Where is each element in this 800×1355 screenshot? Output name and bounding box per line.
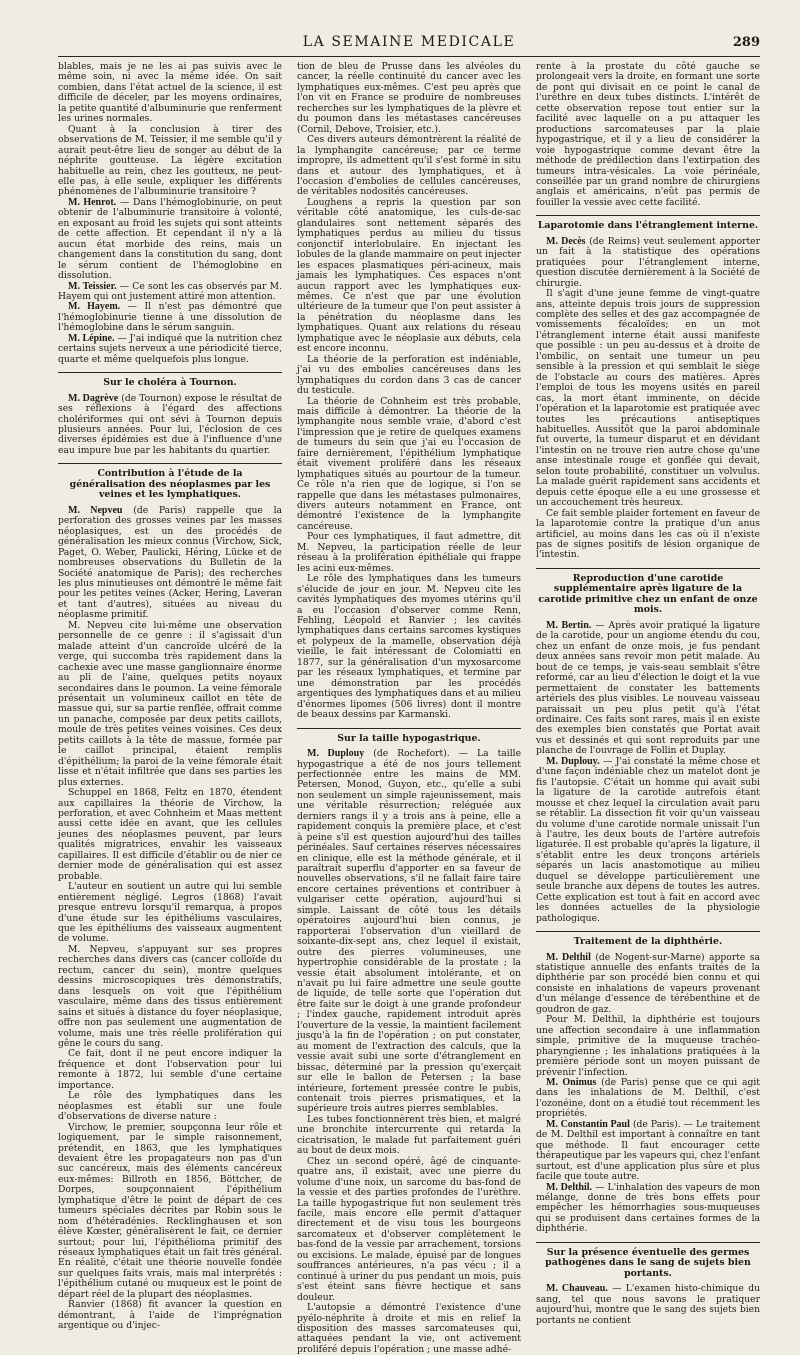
paragraph: Ce fait semble plaider fortement en faveur de la laparotomie contre la pratique d'un anus artificiel, au moins dans les cas où il n'existe pas de signes positifs de lésion organique de l'intestin. [536, 507, 760, 561]
text-columns [58, 61, 761, 1355]
speaker-paragraph [536, 757, 760, 924]
column-3 [536, 61, 761, 1326]
speaker-text: (de Paris) rappelle que la perforation des grosses veines par les masses néoplasiques, est un des procédés de généralisation les mieux connus (Virchow, Sick, Paget, O. Weber, Paulicki, Héring, Lücke et de nombreuses observations du Bulletin de la Société anatomique de Paris); des recherches les plus minutieuses ont démontré le même fait pour les petites veines (Acker, Hering, Laveran et tant d'autres), situées au niveau du néoplasme primitif. [58, 504, 282, 621]
paragraph: Ranvier (1868) fit avancer la question en démontrant, à l'aide de l'imprégnation argentique ou d'injec- [58, 1299, 282, 1332]
paragraph: L'auteur en soutient un autre qui lui semble entièrement négligé. Legros (1868) l'avait presque entrevu lorsqu'il remarqua, à propos d'une étude sur les épithéliums vasculaires, que les épithéliums des vaisseaux augmentent de volume. [58, 881, 282, 945]
speaker-text: (de Nogent-sur-Marne) apporte sa statistique annuelle des enfants traités de la diphthérie par son procédé bien connu et qui consiste en inhalations de vapeurs provenant d'un mélange d'essence de térébenthine et de goudron de gaz. [536, 951, 760, 1015]
paragraph: Ces divers auteurs démontrèrent la réalité de la lymphangite cancéreuse; par ce terme impropre, ils admettent qu'il s'est formé in situ dans et autour des lymphatiques, et à l'occasion d'embolies de cellules cancéreuses, de véritables nodosités cancéreuses. [297, 134, 521, 198]
speaker-paragraph [58, 394, 282, 457]
speaker-text: — Dans l'hémoglobinurie, on peut obtenir de l'albuminurie transitoire à volonté, en exposant au froid les sujets qui sont atteints de cette affection. Et cependant il n'y a là aucun état morbide des reins, mais un changement dans la constitution du sang, dont le sérum contient de l'hémoglobine en dissolution. [58, 196, 282, 282]
speaker-paragraph [58, 198, 282, 282]
paragraph: Ce fait, dont il ne peut encore indiquer la fréquence et dont l'observation pour lui remonte à 1872, lui semble d'une certaine importance. [58, 1048, 282, 1091]
paragraph: Les tubes fonctionnèrent très bien, et malgré une bronchite intercurrente qui retarda la cicatrisation, le malade fut parfaitement guéri au bout de deux mois. [297, 1113, 521, 1157]
speaker-paragraph [58, 334, 282, 365]
speaker-paragraph [536, 953, 760, 1016]
paragraph: La théorie de Cohnheim est très probable, mais difficile à démontrer. La théorie de la lymphangite nous semble vraie, d'abord c'est l'impression que je retire de quelques examens de tumeurs du sein que j'ai eu l'occasion de faire dernièrement, l'épithélium lymphatique était vivement proliféré dans les réseaux lymphatiques situés au pourtour de la tumeur. Ce rôle n'a rien que de logique, si l'on se rappelle que dans les métastases pulmonaires, divers auteurs notamment en France, ont démontré l'existence de la lymphangite cancéreuse. [297, 395, 521, 532]
section-heading: Sur la taille hypogastrique. [297, 728, 521, 745]
speaker-text: — L'inhalation des vapeurs de mon mélange, donne de très bons effets pour empêcher les hémorrhagies sous-muqueuses qui se produisent dans certaines formes de la diphthérie. [536, 1181, 761, 1235]
speaker-name: M. Onimus [546, 1076, 597, 1088]
paragraph: Loughens a repris la question par son véritable côté anatomique, les culs-de-sac glandulaires sont nettement séparés des lymphatiques perdus au milieu du tissus conjonctif interlobulaire. En injectant les lobules de la glande mammaire on peut injecter les espaces plasmatiques péri-acineux, mais jamais les lymphatiques. Ces espaces n'ont aucun rapport avec les lymphatiques eux-mêmes. Ce n'est que par une évolution ultérieure de la tumeur que l'on peut assister à la pénétration du néoplasme dans les lymphatiques. Quant aux relations du réseau lymphatique avec le néoplasie aux débuts, cela est encore inconnu. [297, 196, 521, 355]
speaker-paragraph [536, 1120, 760, 1183]
paragraph: L'autopsie a démontré l'existence d'une pyélo-néphrite à droite et mis en relief la disposition des masses sarcomateuses qui, attaquées pendant la vie, ont activement proliféré depuis l'opération ; une masse adhé- [297, 1302, 521, 1355]
speaker-text: (de Paris). — Le traitement de M. Delthil est important à connaître en tant que méthode. Il faut encourager cette thérapeutique par les vapeurs qui, chez l'enfant surtout, est d'une application plus sûre et plus facile que toute autre. [536, 1118, 761, 1183]
column-2 [297, 61, 522, 1355]
paragraph: Le rôle des lymphatiques dans les tumeurs s'élucide de jour en jour. M. Nepveu cite les cavités lymphatiques des myomes utérins qu'il a eu l'occasion d'observer comme Renn, Fehling, Léopold et Ranvier ; les cavités lymphatiques dans certains sarcomes kystiques et polypeux de la mamelle, observation déjà vieille, le fait intéressant de Colomiatti en 1877, sur la généralisation d'un myxosarcome par les réseaux lymphatiques, et termine par une démonstration par les procédés argentiques des lymphatiques dans et au milieu d'énormes lipomes (506 livres) dont il montre de beaux dessins par Karmanski. [297, 573, 521, 721]
paragraph: M. Nepveu cite lui-même une observation personnelle de ce genre : il s'agissait d'un malade atteint d'un cancroïde ulcéré de la verge, qui succomba très rapidement dans la cachexie avec une masse ganglionnaire énorme au pli de l'aine, quelques petits noyaux secondaires dans le poumon. La veine fémorale présentait un volumineux caillot en tête de massue qui, sur sa partie renflée, offrait comme un panache, composée par deux petits caillots, moule de très petites veines voisines. Ces deux petits caillots à la tête de massue, formée par le caillot principal, étaient remplis d'épithélium; la paroi de la veine fémorale était lisse et n'était infiltrée que dans ses parties les plus externes. [58, 619, 282, 788]
speaker-text: (de Tournon) expose le résultat de ses réflexions à l'égard des affections cholériformes qui ont sévi à Tournon depuis plusieurs années. Pour lui, l'éclosion de ces diverses épidémies est due à l'influence d'une eau impure bue par les habitants du quartier. [58, 392, 282, 456]
speaker-text: (de Reims) veut seulement apporter un fait à la statistique des opérations pratiquées pour l'étranglement interne, question discutée dernièrement à la Société de chirurgie. [536, 235, 761, 289]
paragraph: La théorie de la perforation est indéniable, j'ai vu des embolies cancéreuses dans les lymphatiques du cordon dans 3 cas de cancer du testicule. [297, 353, 521, 397]
speaker-text: — Après avoir pratiqué la ligature de la carotide, pour un angiome étendu du cou, chez un enfant de onze mois, je fus pendant deux années sans revoir mon petit malade. Au bout de ce temps, je vais-seau semblait s'être reformé, car au lieu d'élection le doigt et la vue permettaient de constater les battements artériels des plus visibles. Le nouveau vaisseau paraissait un peu plus petit qu'à l'état ordinaire. Ces faits sont rares, mais il en existe des exemples bien constatés que Portat avait vus et dessinés et qui sont reproduits par une planche de l'ouvrage de Follin et Duplay. [536, 619, 761, 757]
speaker-name: M. Duplouy. [546, 755, 600, 767]
paragraph: Quant à la conclusion à tirer des observations de M. Teissier, il me semble qu'il y aurait peut-être lieu de songer au début de la néphrite goutteuse. La légère excitation habituelle au rein, chez les goutteux, ne peut-elle pas, à elle seule, expliquer les différents phénomènes de l'albuminurie transitoire ? [58, 123, 282, 198]
paragraph: rente à la prostate du côté gauche se prolongeait vers la droite, en formant une sorte de pont qui divisait en ce point le canal de l'urèthre en deux tubes distincts. L'intérêt de cette observation repose tout entier sur la facilité avec laquelle on a pu attaquer les productions sarcomateuses par la plaie hypogastrique, et il y a lieu de considérer la voie hypogastrique comme devant être la méthode de prédilection dans l'extirpation des tumeurs intra-vésicales. La voie périnéale, conseillée par un grand nombre de chirurgiens anglais et américains, n'eût pas permis de fouiller la vessie avec cette facilité. [536, 61, 760, 208]
running-header [58, 34, 760, 57]
journal-title: LA SEMAINE MEDICALE [302, 34, 516, 50]
page-number: 289 [732, 35, 760, 50]
paragraph: blables, mais je ne les ai pas suivis avec le même soin, ni avec la même idée. On sait combien, dans l'état actuel de la science, il est difficile de déceler, par les moyens ordinaires, la petite quantité d'albuminurie que renferment les urines normales. [58, 61, 282, 125]
column-1 [58, 61, 282, 1332]
paragraph: Pour ces lymphatiques, il faut admettre, dit M. Nepveu, la participation réelle de leur réseau à la prolifération épithéliale qui frappe les acini eux-mêmes. [297, 531, 521, 574]
paragraph: Le rôle des lymphatiques dans les néoplasmes est établi sur une foule d'observations de diverse nature : [58, 1090, 282, 1123]
section-heading: Laparotomie dans l'étranglement interne. [536, 215, 760, 232]
paragraph: tion de bleu de Prusse dans les alvéoles du cancer, la réelle continuité du cancer avec les lymphatiques eux-mêmes. C'est peu après que l'on vit en France se produire de nombreuses recherches sur les lymphatiques de la plèvre et du poumon dans les métastases cancéreuses (Cornil, Debove, Troisier, etc.). [297, 61, 521, 135]
speaker-paragraph [536, 237, 760, 289]
speaker-paragraph [536, 1183, 760, 1235]
speaker-name: M. Nepveu [68, 504, 123, 516]
speaker-name: M. Hayem. [68, 301, 121, 313]
speaker-paragraph [58, 282, 282, 303]
speaker-paragraph [297, 749, 521, 1115]
speaker-text: — Ce sont les cas observés par M. Hayem qui ont justement attiré mon attention. [58, 280, 282, 302]
speaker-paragraph [58, 506, 282, 621]
paragraph: Chez un second opéré, âgé de cinquante-quatre ans, il existait, avec une pierre du volume d'une noix, un sarcome du bas-fond de la vessie et des parties profondes de l'urèthre. La taille hypogastrique fut non seulement très facile, mais encore elle permit d'attaquer directement et de visu tous les bourgeons sarcomateux et d'observer complètement le bas-fond de la vessie par arrachement, torsions ou excisions. Le malade, épuisé par de longues souffrances antérieures, n'a pas vécu ; il a continué à uriner du pus pendant un mois, puis s'est éteint sans fièvre hectique et sans douleur. [297, 1155, 521, 1303]
paragraph: Virchow, le premier, soupçonna leur rôle et logiquement, par le simple raisonnement, prétendit, en 1863, que les lymphatiques devaient être les propagateurs non pas d'un suc cancéreux, mais des éléments cancéreux eux-mêmes: Billroth en 1856, Böttcher, de Dorpes, soupçonnaient l'épithélium lymphatique d'être le point de départ de ces tumeurs spéciales décrites par Robin sous le nom d'hétéradénies. Recklinghausen et son élève Kœster, généralisèrent le fait, ce dernier surtout; pour lui, l'épithélioma primitif des réseaux lymphatiques était un fait très général. En réalité, c'était une théorie nouvelle fondée sur quelques faits vrais, mais mal interprétés : l'épithélium cutané ou muqueux est le point de départ réel de la plupart des néoplasmes. [58, 1121, 282, 1300]
speaker-text: — L'examen histo-chimique du sang, tel que nous savons le pratiquer aujourd'hui, montre que le sang des sujets bien portants ne contient [536, 1283, 760, 1326]
speaker-name: M. Decès [546, 235, 586, 247]
section-heading: Sur le choléra à Tournon. [58, 372, 282, 389]
section-heading: Sur la présence éventuelle des germes pathogènes dans le sang de sujets bien portants. [536, 1242, 760, 1280]
speaker-name: M. Lépine. [68, 332, 115, 344]
speaker-name: M. Duplouy [307, 748, 365, 760]
paragraph: Pour M. Delthil, la diphthérie est toujours une affection secondaire à une inflammation simple, primitive de la muqueuse trachéo-pharyngienne ; les inhalations pratiquées à la première période sont un moyen puissant de prévenir l'infection. [536, 1014, 760, 1078]
speaker-paragraph [536, 1078, 760, 1120]
section-heading: Reproduction d'une carotide supplémentaire après ligature de la carotide primitive chez un enfant de onze mois. [536, 568, 760, 616]
paragraph: Il s'agit d'une jeune femme de vingt-quatre ans, atteinte depuis trois jours de suppression complète des selles et des gaz accompagnée de vomissements fécaloïdes; en un mot l'étranglement interne était aussi manifeste que possible : un peu au-dessus et à droite de l'ombilic, on sentait une tumeur un peu sensible à la pression et qui semblait le siège de l'obstacle au cours des matières. Après l'emploi de tous les moyens usités en pareil cas, la mort étant imminente, on décide l'opération et la laparotomie est pratiquée avec toutes les précautions antiseptiques habituelles. Aussitôt que la paroi abdominale fut ouverte, la tumeur disparut et en dévidant l'intestin on ne trouve rien autre chose qu'une anse intestinale rouge et gonflée qui devait, selon toute probabilité, constituer un volvulus. La malade guérit rapidement sans accidents et depuis cette époque elle a eu une grossesse et un accouchement très heureux. [536, 288, 760, 509]
speaker-name: M. Teissier. [68, 280, 117, 292]
speaker-name: M. Chauveau. [546, 1283, 608, 1295]
speaker-name: M. Dagrève [68, 392, 119, 404]
speaker-name: M. Constantin Paul [546, 1118, 630, 1130]
speaker-text: (de Paris) pense que ce qui agit dans les inhalations de M. Delthil, c'est l'ozonéine, dont on a étudié tout récemment les propriétés. [536, 1076, 760, 1120]
speaker-text: (de Rochefort). — La taille hypogastrique a été de nos jours tellement perfectionnée entre les mains de MM. Petersen, Monod, Guyon, etc., qu'elle a subi non seulement un simple rajeunissement, mais une véritable résurrection; reléguée aux derniers rangs il y a trois ans à peine, elle a rapidement conquis la première place, et c'est à peine s'il est question aujourd'hui des tailles périnéales. Sauf certaines réserves nécessaires en clinique, elle est la méthode générale, et il paraîtrait superflu d'apporter en sa faveur de nouvelles observations, s'il ne fallait faire taire encore certaines préventions et contribuer à vulgariser cette opération, aujourd'hui si simple. Laissant de côté tous les détails opératoires aujourd'hui bien connus, je rapporterai l'observation d'un vieillard de soixante-dix-sept ans, chez lequel il existait, outre des pierres volumineuses, une hypertrophie considérable de la prostate ; la vessie était absolument intolérante, et on n'avait pu lui faire admettre une seule goutte de liquide, de telle sorte que l'opération dut être faite sur le doigt à une grande profondeur ; l'index gauche, rapidement introduit après l'ouverture de la vessie, la maintient facilement jusqu'à la fin de l'opération ; on put constater, au moment de l'extraction des calculs, que la vessie avait subi une sorte d'étranglement en bissac, déterminé par la pression qu'exerçait sur elle le ballon de Petersen ; la base intérieure, fortement pressée contre le pubis, contenait trois pierres prismatiques, et la supérieure trois autres pierres semblables. [297, 748, 522, 1115]
speaker-paragraph [58, 302, 282, 333]
speaker-text: — J'ai constaté la même chose et d'une façon indéniable chez un matelot dont je fis l'autopsie. C'était un homme qui avait subi la ligature de la carotide autrefois étant mousse et chez lequel la circulation avait paru se rétablir. La dissection fit voir qu'un vaisseau du volume d'une carotide normale unissait l'un à l'autre, les deux bouts de l'artère autrefois ligaturée. Il est probable qu'après la ligature, il s'établit entre les deux tronçons artériels séparés un lacis anastomotique au milieu duquel se développe particulièrement une seule branche aux dépens de toutes les autres. Cette explication est tout à fait en accord avec les données actuelles de la physiologie pathologique. [536, 755, 760, 924]
section-heading: Traitement de la diphthérie. [536, 931, 760, 948]
speaker-paragraph [536, 1284, 760, 1326]
paragraph: Schuppel en 1868, Feltz en 1870, étendent aux capillaires la théorie de Virchow, la perforation, et avec Cohnheim et Maas mettent aussi cette idée en avant, que les cellules jeunes des néoplasmes peuvent, par leurs qualités migratrices, envahir les vaisseaux capillaires. Il est difficile d'établir ou de nier ce dernier mode de généralisation qui est assez probable. [58, 787, 282, 882]
section-heading: Contribution à l'étude de la généralisation des néoplasmes par les veines et les lymphatiques. [58, 463, 282, 501]
speaker-paragraph [536, 621, 760, 757]
speaker-name: M. Bertin. [546, 619, 592, 631]
speaker-name: M. Henrot. [68, 196, 117, 208]
speaker-name: M. Delthil [546, 951, 591, 963]
paragraph: M. Nepveu, s'appuyant sur ses propres recherches dans divers cas (cancer colloïde du rectum, cancer du sein), montre quelques dessins microscopiques très démonstratifs, dans lesquels on voit que l'épithélium vasculaire, même dans des tissus entièrement sains et situés à distance du foyer néoplasique, offre non pas seulement une augmentation de volume, mais une très réelle prolifération qui gêne le cours du sang. [58, 943, 282, 1049]
speaker-text: — J'ai indiqué que la nutrition chez certains sujets nerveux a une périodicité tierce, quarte et même quelquefois plus longue. [58, 332, 282, 365]
speaker-text: — Il n'est pas démontré que l'hémoglobinurie tienne à une dissolution de l'hémoglobine dans le sérum sanguin. [58, 301, 282, 334]
speaker-name: M. Delthil. [546, 1181, 593, 1193]
